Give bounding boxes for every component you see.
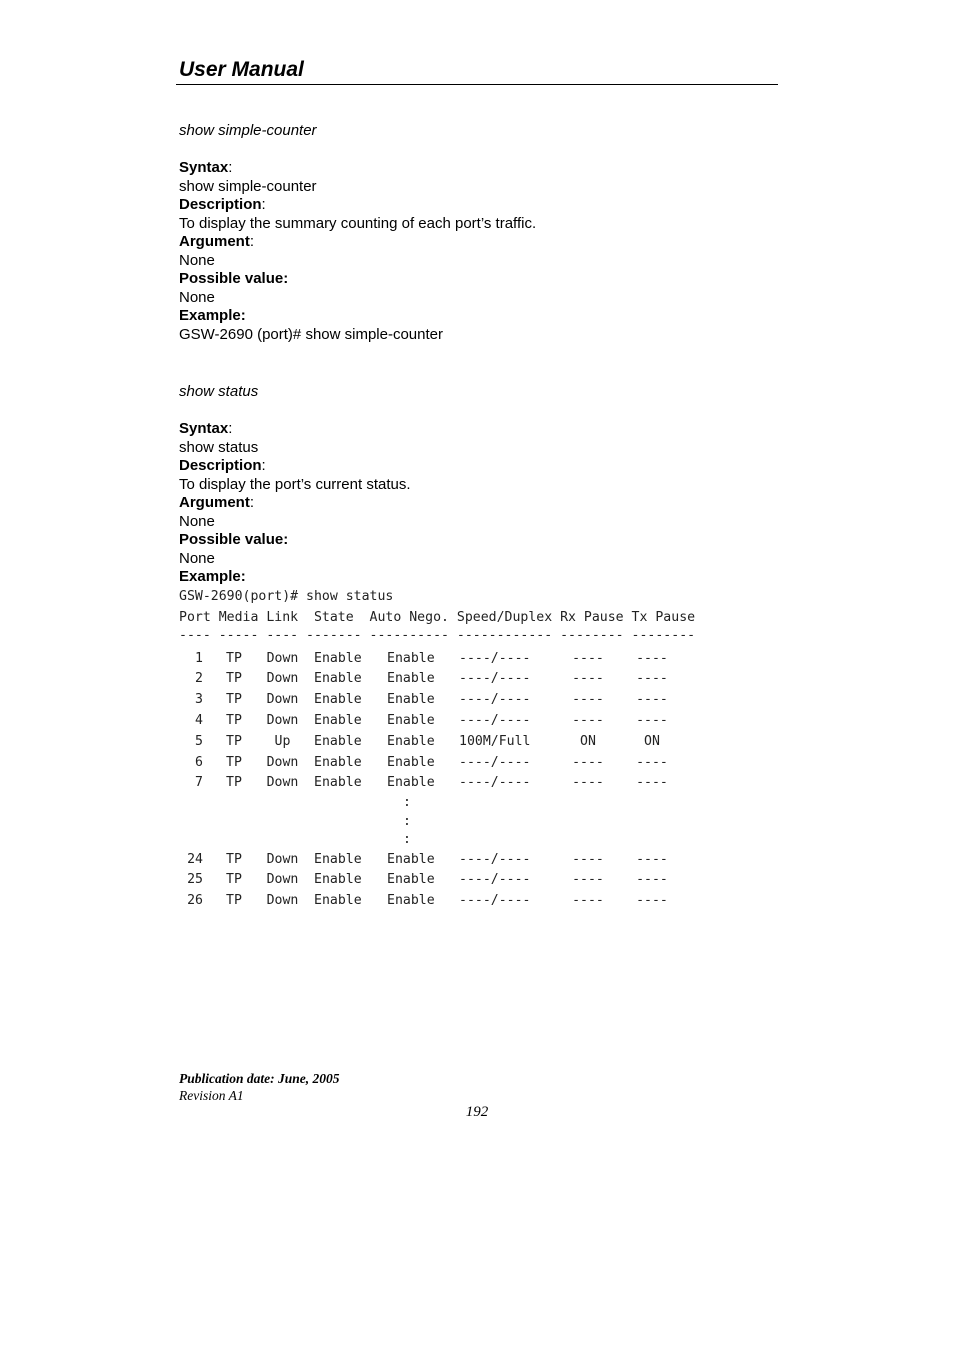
cell-rx-pause: ---- (572, 671, 604, 687)
cell-port: 3 (195, 692, 203, 708)
possible-value-label: Possible value: (179, 270, 289, 287)
cell-tx-pause: ON (644, 733, 660, 749)
table-row (179, 669, 695, 690)
cell-auto-nego: Enable (387, 692, 435, 708)
cell-state: Enable (314, 775, 362, 791)
argument-label: Argument (179, 494, 250, 511)
section-show-simple-counter: show simple-counter Syntax: show simple-counter Description: To display the summary counting of each port’s traffic. Argument: None Possible value: None Example: GSW-2690 (port)# show simple-counter (179, 122, 779, 344)
cell-state: Enable (314, 851, 362, 867)
syntax-value: show status (179, 438, 259, 456)
page-number: 192 (465, 1104, 489, 1120)
cell-link: Down (266, 893, 299, 909)
table-row (179, 732, 695, 753)
publication-date: Publication date: June, 2005 (179, 1071, 340, 1086)
possible-value: None (179, 288, 215, 306)
cell-link: Down (266, 872, 299, 888)
cell-link: Down (266, 671, 299, 687)
example-label: Example: (179, 307, 246, 324)
argument-value: None (179, 512, 215, 530)
cell-speed-duplex: ----/---- (459, 851, 531, 867)
ellipsis-dot: : (403, 795, 411, 811)
cell-tx-pause: ---- (636, 754, 668, 770)
cell-rx-pause: ---- (572, 851, 604, 867)
argument-label: Argument (179, 233, 250, 250)
cell-media: TP (226, 650, 242, 666)
cell-state: Enable (314, 872, 362, 888)
cell-port: 25 (187, 872, 203, 888)
cell-link: Down (266, 851, 299, 867)
cell-link: Down (266, 692, 299, 708)
cell-media: TP (226, 893, 242, 909)
status-output (179, 587, 695, 912)
cell-tx-pause: ---- (636, 893, 668, 909)
table-row (179, 773, 695, 794)
cell-tx-pause: ---- (636, 712, 668, 728)
cell-auto-nego: Enable (387, 893, 435, 909)
syntax-label: Syntax (179, 420, 229, 437)
ellipsis-dot: : (403, 832, 411, 848)
cell-tx-pause: ---- (636, 775, 668, 791)
cell-state: Enable (314, 650, 362, 666)
table-ellipsis (179, 794, 695, 850)
description-value: To display the summary counting of each port’s traffic. (179, 214, 537, 232)
table-row (179, 753, 695, 774)
cell-rx-pause: ---- (572, 712, 604, 728)
cell-port: 2 (195, 671, 203, 687)
cell-link: Up (274, 733, 291, 749)
example-command: GSW-2690(port)# show status (179, 589, 394, 604)
cell-rx-pause: ---- (572, 893, 604, 909)
cell-auto-nego: Enable (387, 872, 435, 888)
example-value: GSW-2690 (port)# show simple-counter (179, 325, 443, 343)
table-row (179, 690, 695, 711)
cell-speed-duplex: ----/---- (459, 893, 531, 909)
cell-media: TP (226, 692, 242, 708)
cell-tx-pause: ---- (636, 872, 668, 888)
cell-tx-pause: ---- (636, 851, 668, 867)
command-title: show status (179, 383, 259, 400)
cell-port: 7 (195, 775, 203, 791)
cell-state: Enable (314, 692, 362, 708)
cell-rx-pause: ---- (572, 650, 604, 666)
cell-speed-duplex: ----/---- (459, 671, 531, 687)
section-show-status: show status Syntax: show status Description: To display the port’s current status. Argument: None Possible value: None Example: (179, 383, 779, 587)
cell-link: Down (266, 650, 299, 666)
argument-value: None (179, 251, 215, 269)
table-header: Port Media Link State Auto Nego. Speed/Duplex Rx Pause Tx Pause (179, 609, 696, 625)
table-row (179, 891, 695, 912)
table-row (179, 711, 695, 732)
cell-state: Enable (314, 671, 362, 687)
cell-port: 6 (195, 754, 203, 770)
cell-media: TP (226, 872, 242, 888)
cell-link: Down (266, 775, 299, 791)
cell-speed-duplex: ----/---- (459, 650, 531, 666)
ellipsis-dot: : (403, 813, 411, 829)
cell-media: TP (226, 733, 242, 749)
cell-media: TP (226, 671, 242, 687)
table-dashes: ---- ----- ---- ------- ---------- ------------ -------- -------- (179, 627, 696, 643)
cell-state: Enable (314, 754, 362, 770)
cell-media: TP (226, 775, 242, 791)
table-row (179, 870, 695, 891)
description-label: Description (179, 196, 262, 213)
cell-auto-nego: Enable (387, 650, 435, 666)
cell-tx-pause: ---- (636, 692, 668, 708)
syntax-value: show simple-counter (179, 177, 317, 195)
cell-speed-duplex: ----/---- (459, 872, 531, 888)
cell-speed-duplex: ----/---- (459, 692, 531, 708)
cell-port: 1 (195, 650, 203, 666)
cell-rx-pause: ---- (572, 775, 604, 791)
cell-auto-nego: Enable (387, 671, 435, 687)
cell-auto-nego: Enable (387, 775, 435, 791)
page-header-title: User Manual (179, 58, 304, 81)
cell-port: 5 (195, 733, 203, 749)
table-row (179, 649, 695, 670)
cell-link: Down (266, 754, 299, 770)
example-label: Example: (179, 568, 246, 585)
description-value: To display the port’s current status. (179, 475, 411, 493)
header-divider (176, 84, 778, 85)
revision: Revision A1 (179, 1088, 244, 1103)
cell-auto-nego: Enable (387, 733, 435, 749)
cell-auto-nego: Enable (387, 851, 435, 867)
cell-speed-duplex: ----/---- (459, 754, 531, 770)
cell-port: 4 (195, 712, 203, 728)
cell-auto-nego: Enable (387, 754, 435, 770)
possible-value: None (179, 549, 215, 567)
cell-tx-pause: ---- (636, 650, 668, 666)
cell-media: TP (226, 851, 242, 867)
page-footer (179, 1070, 340, 1104)
syntax-label: Syntax (179, 159, 229, 176)
cell-link: Down (266, 712, 299, 728)
possible-value-label: Possible value: (179, 531, 289, 548)
cell-rx-pause: ON (580, 733, 596, 749)
table-row (179, 850, 695, 871)
cell-state: Enable (314, 712, 362, 728)
cell-state: Enable (314, 733, 362, 749)
cell-rx-pause: ---- (572, 754, 604, 770)
cell-speed-duplex: ----/---- (459, 775, 531, 791)
cell-state: Enable (314, 893, 362, 909)
cell-auto-nego: Enable (387, 712, 435, 728)
cell-rx-pause: ---- (572, 872, 604, 888)
cell-port: 24 (187, 851, 203, 867)
description-label: Description (179, 457, 262, 474)
command-title: show simple-counter (179, 122, 317, 139)
cell-port: 26 (187, 893, 203, 909)
cell-speed-duplex: ----/---- (459, 712, 531, 728)
cell-tx-pause: ---- (636, 671, 668, 687)
cell-media: TP (226, 712, 242, 728)
cell-media: TP (226, 754, 242, 770)
cell-rx-pause: ---- (572, 692, 604, 708)
cell-speed-duplex: 100M/Full (459, 733, 531, 749)
